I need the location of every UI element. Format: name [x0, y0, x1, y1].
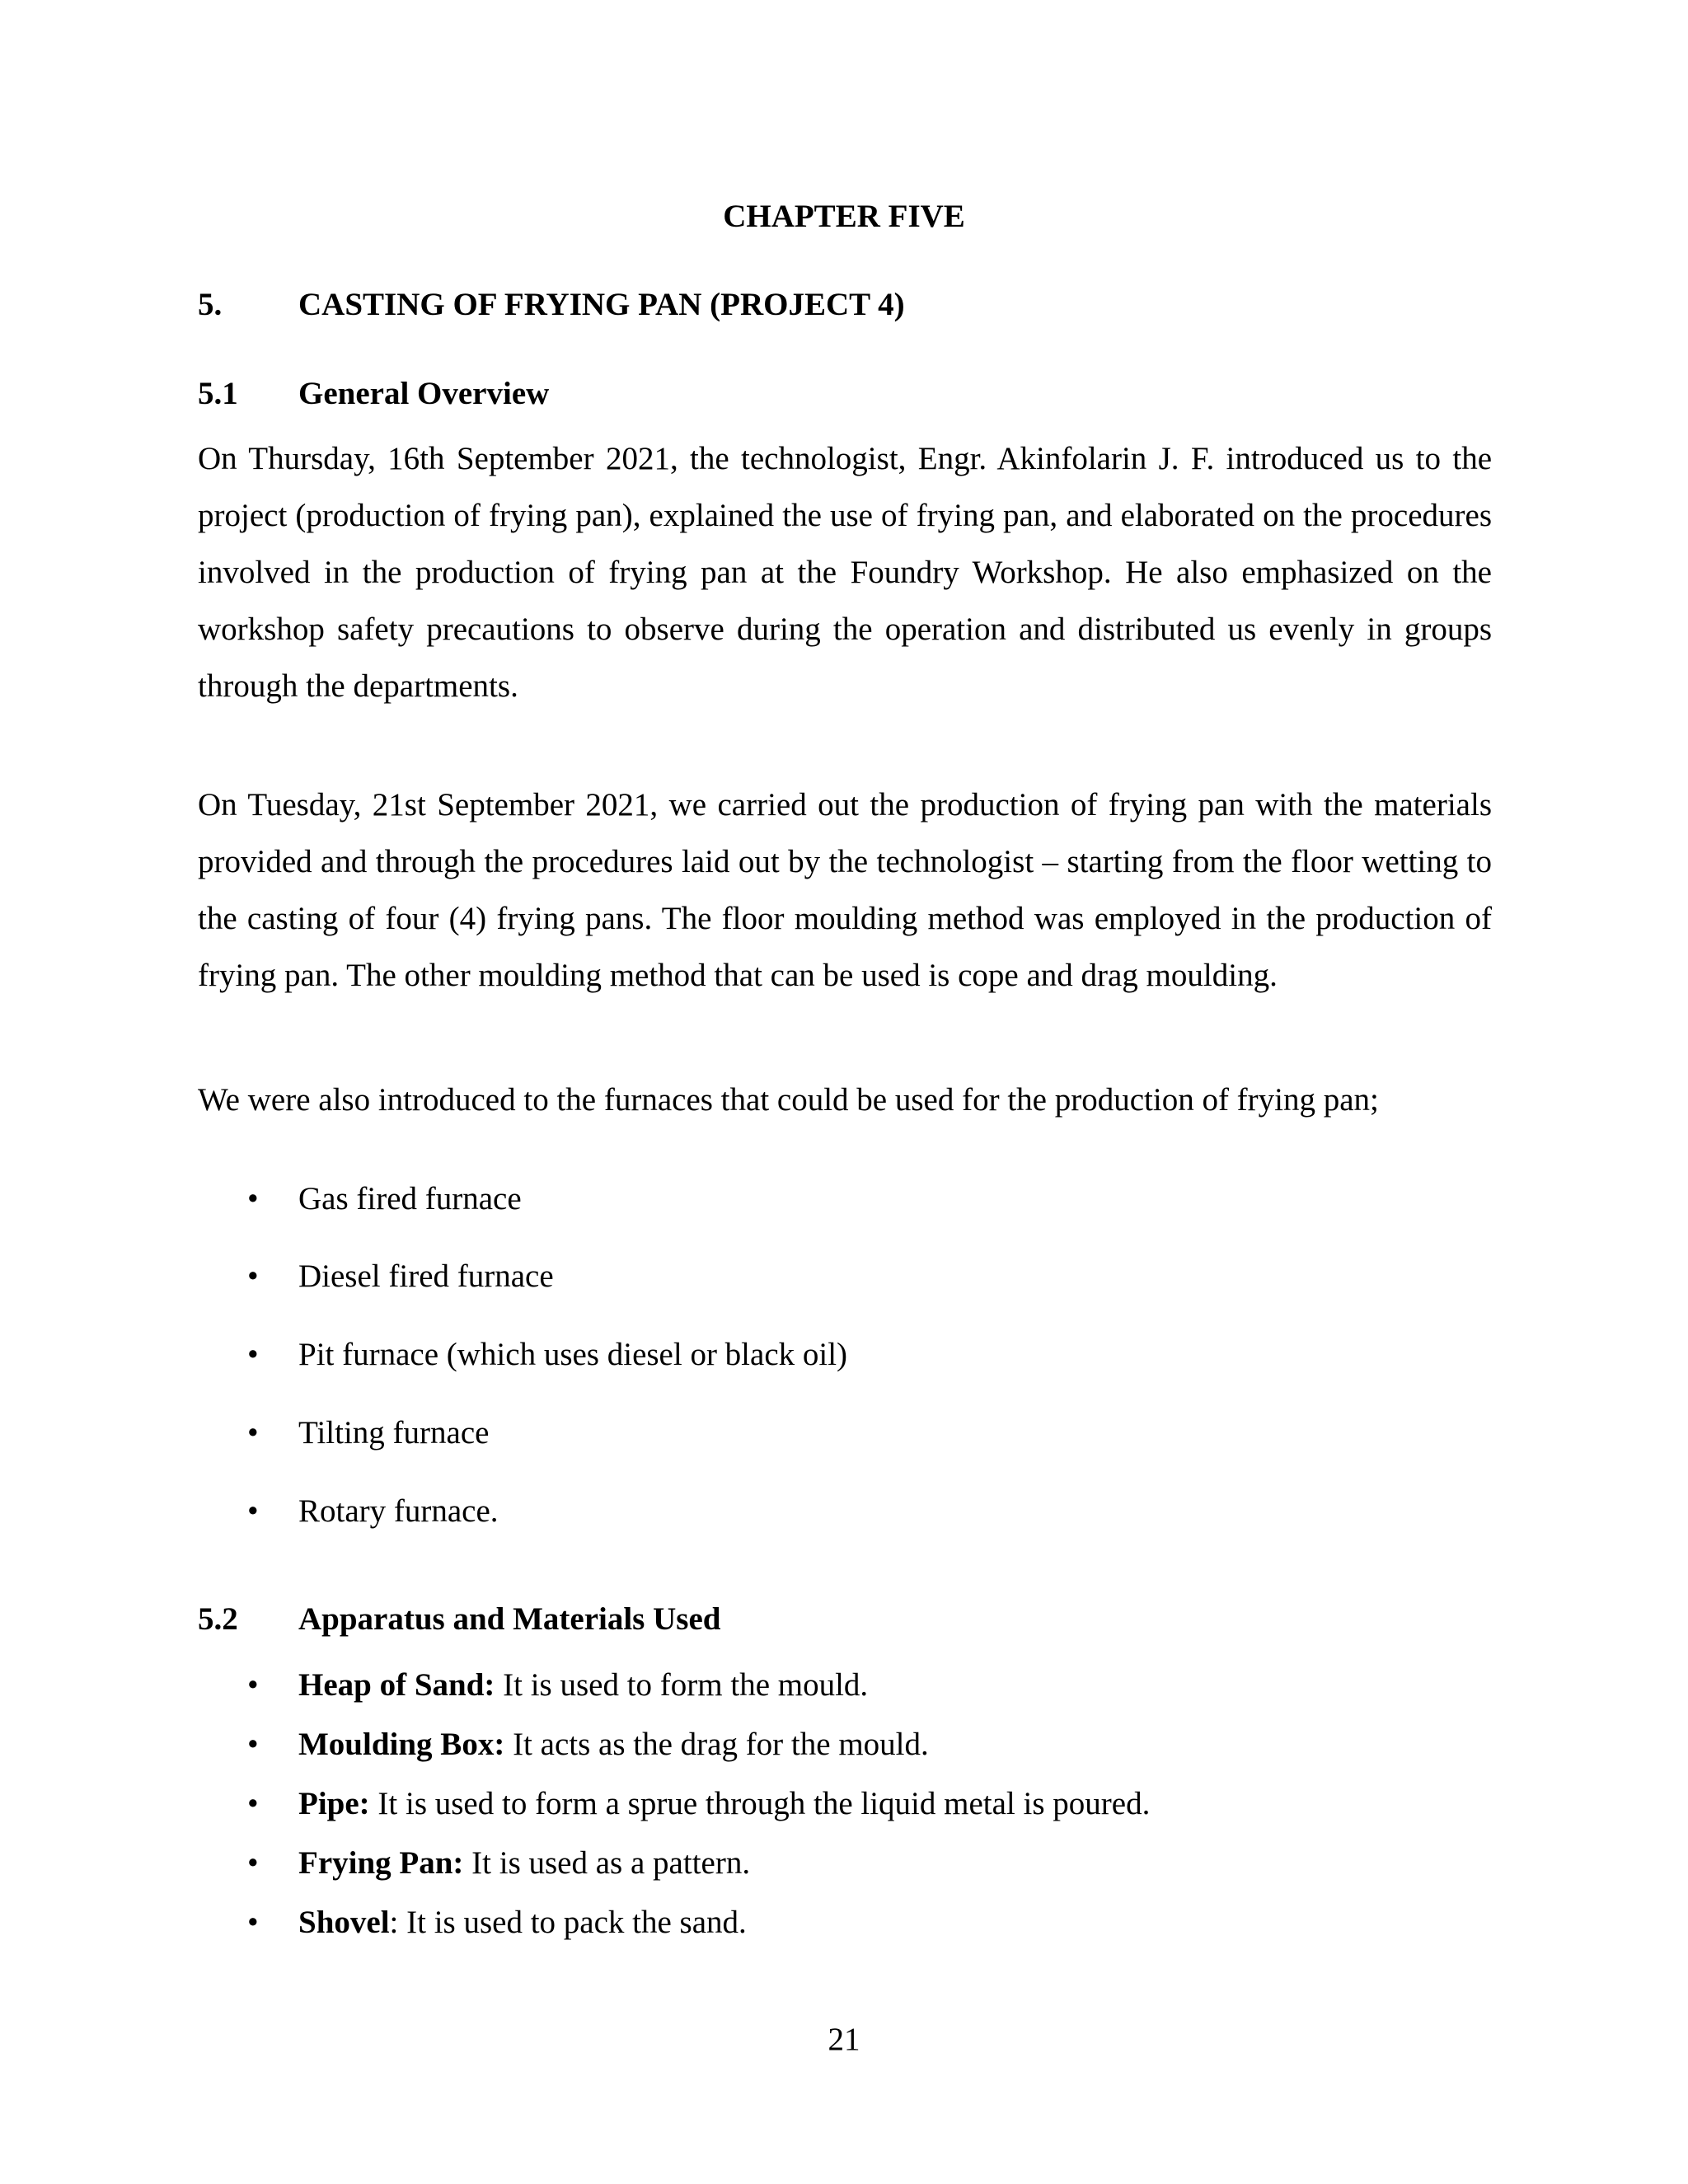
bullet-icon: • [247, 1667, 259, 1703]
bullet-icon: • [247, 1727, 259, 1762]
paragraph-overview-1: On Thursday, 16th September 2021, the technologist, Engr. Akinfolarin J. F. introduced us to the project (production of frying pan), explained the use of frying pan, and elaborated on the procedures involved in the production of frying pan at the Foundry Workshop. He also emphasized on the workshop safety precautions to observe during the operation and distributed us evenly in groups through the departments. [198, 441, 1492, 704]
list-item-furnace [247, 1491, 499, 1532]
subsection-number: 5.1 [198, 376, 238, 411]
apparatus-term: Moulding Box: [298, 1727, 505, 1762]
apparatus-term: Frying Pan: [298, 1845, 464, 1881]
subsection-number: 5.2 [198, 1601, 238, 1637]
paragraph-furnaces-intro: We were also introduced to the furnaces that could be used for the production of frying pan; [198, 1082, 1379, 1118]
bullet-icon: • [247, 1258, 259, 1294]
bullet-icon: • [247, 1493, 259, 1529]
apparatus-description: It is used as a pattern. [463, 1845, 751, 1881]
apparatus-term: Heap of Sand: [298, 1667, 495, 1703]
bullet-icon: • [247, 1845, 259, 1881]
list-item-apparatus [247, 1724, 929, 1765]
apparatus-description: It is used to form a sprue through the liquid metal is poured. [369, 1786, 1151, 1821]
page-number: 21 [828, 2022, 860, 2057]
list-item-text: Gas fired furnace [298, 1181, 522, 1216]
apparatus-description: It acts as the drag for the mould. [504, 1727, 929, 1762]
bullet-icon: • [247, 1415, 259, 1451]
list-item-apparatus [247, 1902, 747, 1943]
list-item-text: Rotary furnace. [298, 1493, 499, 1529]
section-title: CASTING OF FRYING PAN (PROJECT 4) [298, 287, 905, 322]
list-item-furnace [247, 1334, 847, 1376]
list-item-apparatus [247, 1843, 750, 1884]
list-item-furnace [247, 1179, 522, 1220]
list-item-furnace [247, 1413, 489, 1454]
bullet-icon: • [247, 1181, 259, 1216]
paragraph-overview-2: On Tuesday, 21st September 2021, we carried out the production of frying pan with the materials provided and through the procedures laid out by the technologist – starting from the floor wetting to the casting of four (4) frying pans. The floor moulding method was employed in the production of frying pan. The other moulding method that can be used is cope and drag moulding. [198, 787, 1492, 993]
subsection-title: General Overview [298, 376, 550, 411]
chapter-title: CHAPTER FIVE [723, 199, 965, 234]
apparatus-term: Shovel [298, 1905, 390, 1940]
subsection-title: Apparatus and Materials Used [298, 1601, 721, 1637]
subsection-heading-apparatus [198, 1599, 720, 1640]
bullet-icon: • [247, 1905, 259, 1940]
list-item-text: Diesel fired furnace [298, 1258, 554, 1294]
section-number: 5. [198, 287, 223, 322]
list-item-text: Pit furnace (which uses diesel or black oil) [298, 1337, 848, 1372]
list-item-furnace [247, 1256, 554, 1297]
apparatus-description: : It is used to pack the sand. [389, 1905, 747, 1940]
list-item-text: Tilting furnace [298, 1415, 490, 1451]
apparatus-description: It is used to form the mould. [495, 1667, 869, 1703]
list-item-apparatus [247, 1665, 868, 1706]
bullet-icon: • [247, 1786, 259, 1821]
apparatus-term: Pipe: [298, 1786, 370, 1821]
bullet-icon: • [247, 1337, 259, 1372]
section-heading [198, 284, 905, 326]
list-item-apparatus [247, 1783, 1150, 1825]
subsection-heading-overview [198, 373, 549, 415]
